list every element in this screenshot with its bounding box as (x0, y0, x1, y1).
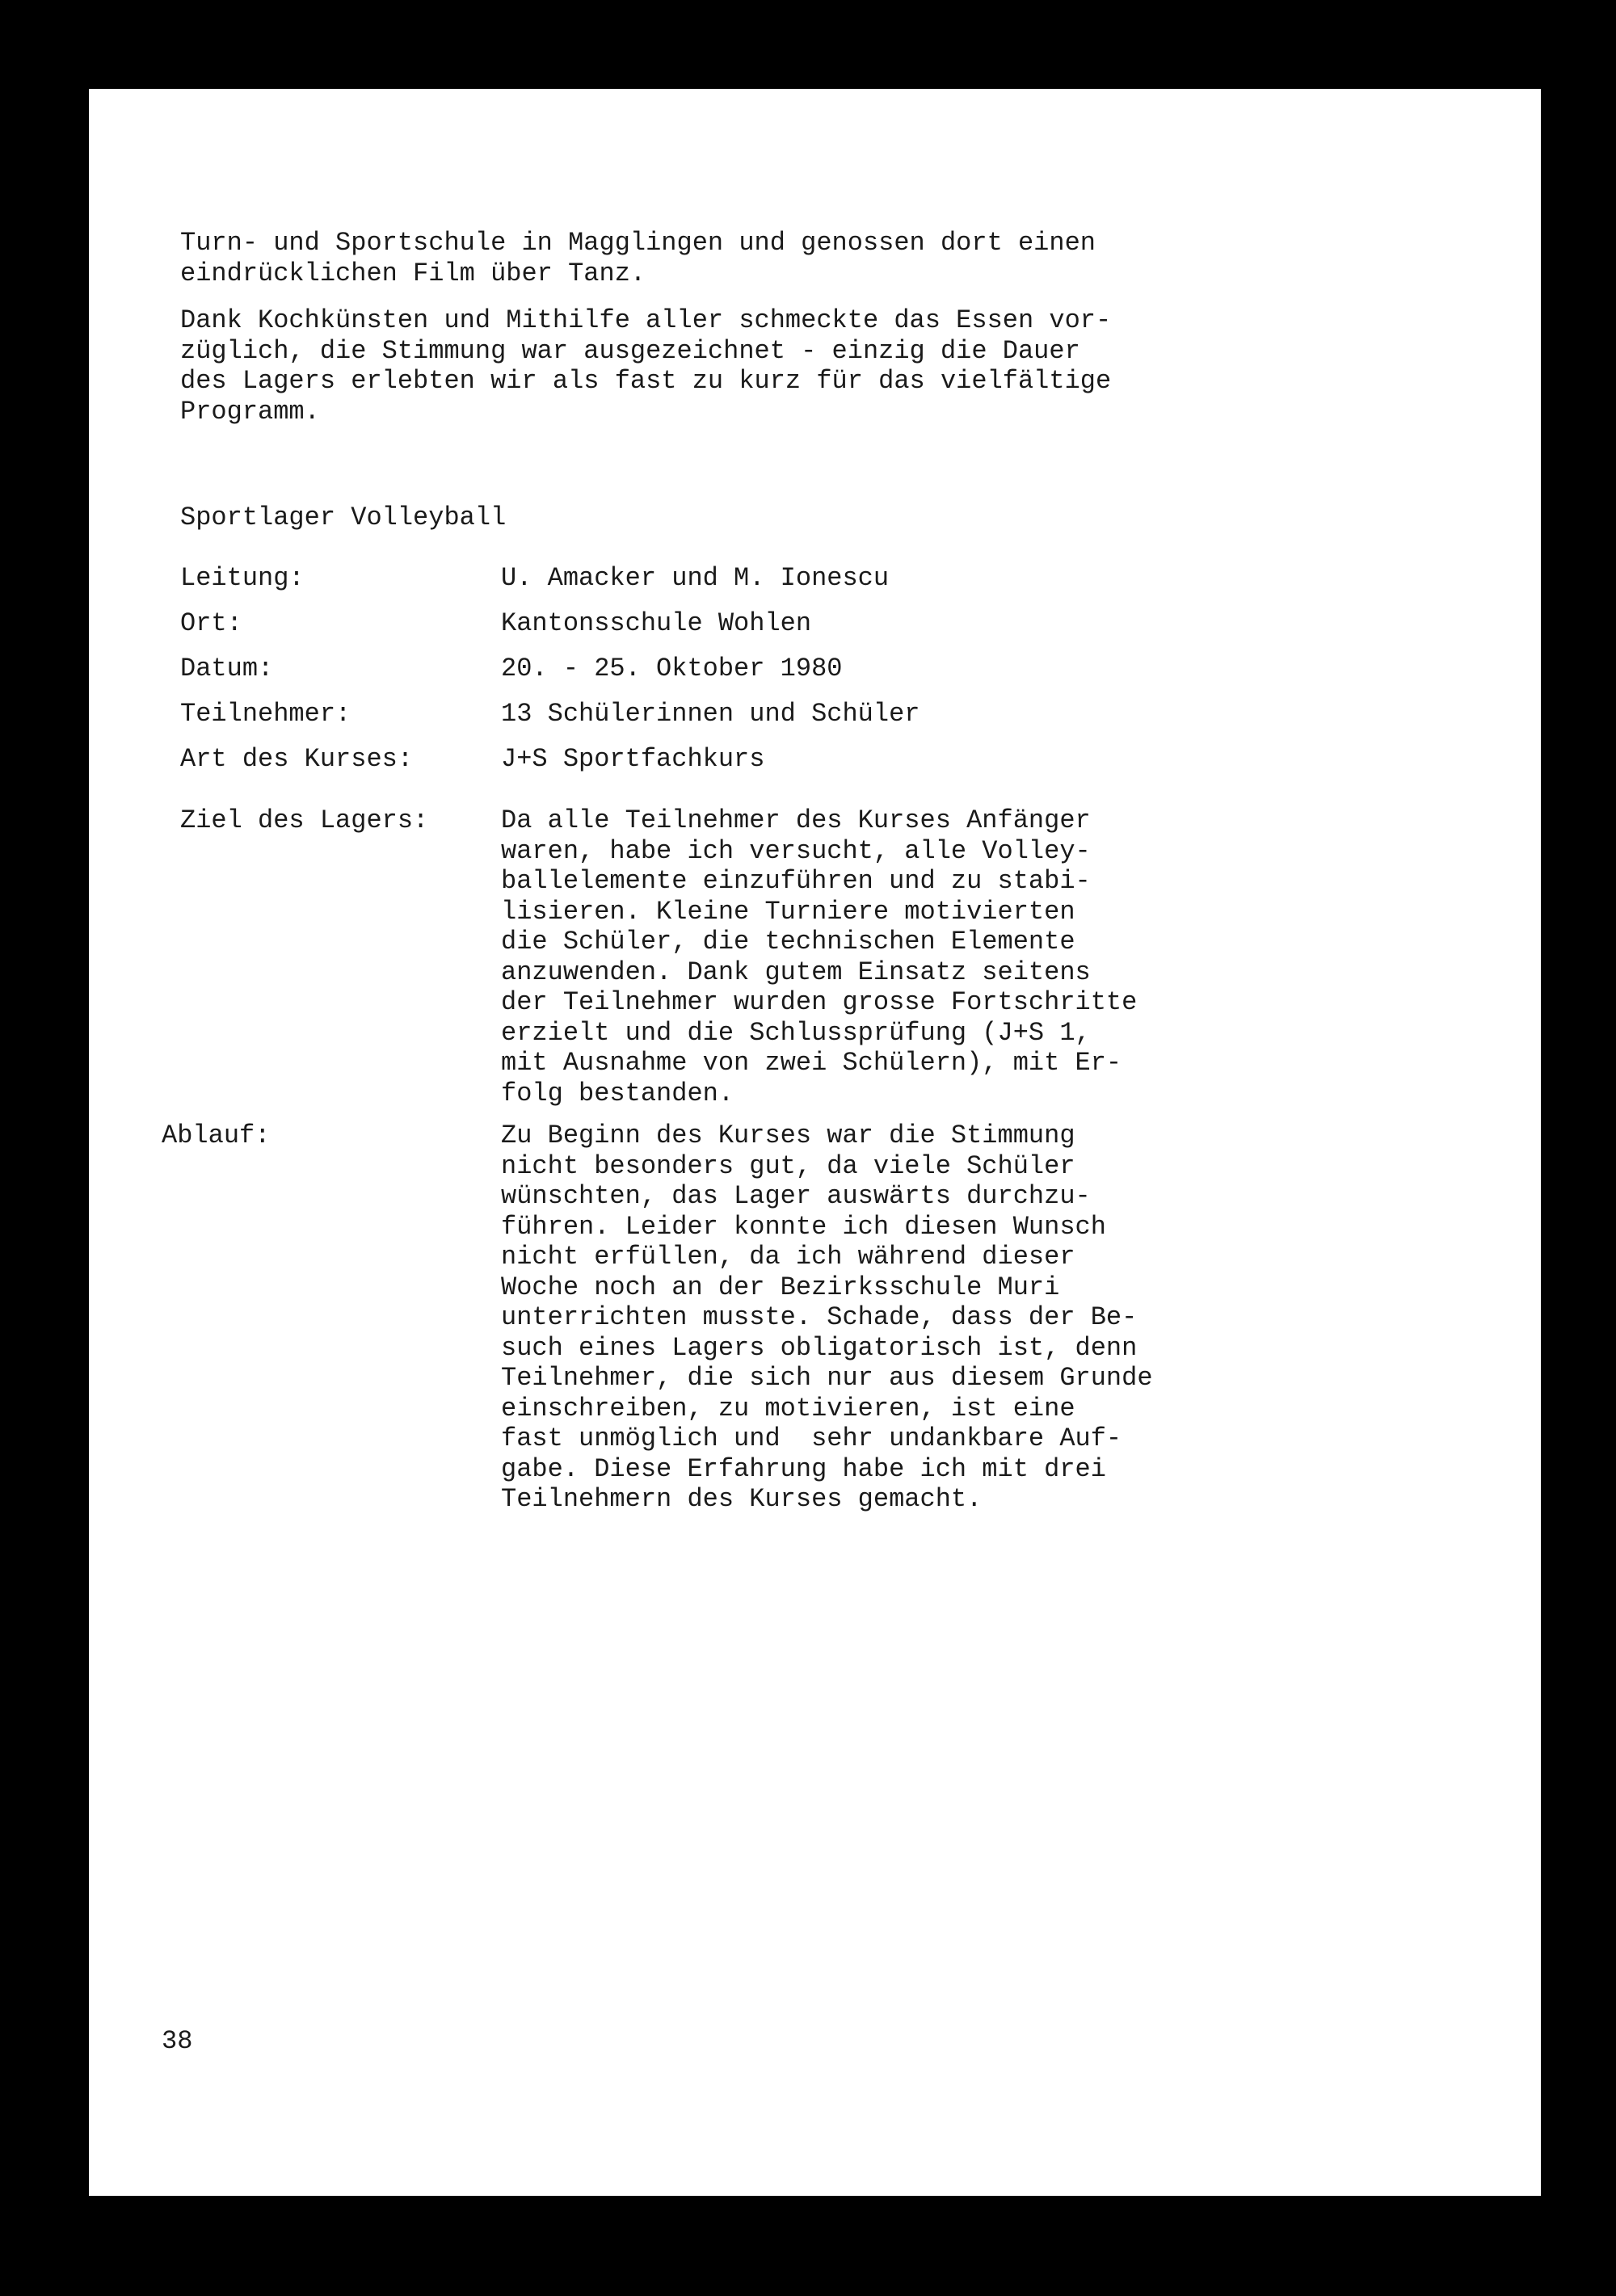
document-page (89, 89, 1541, 2196)
field-label-ablauf: Ablauf: (162, 1121, 271, 1150)
field-value-ort: Kantonsschule Wohlen (501, 608, 812, 638)
field-label-leitung: Leitung: (180, 563, 305, 593)
field-value-datum: 20. - 25. Oktober 1980 (501, 654, 843, 683)
field-value-ablauf: Zu Beginn des Kurses war die Stimmung nicht besonders gut, da viele Schüler wünschten, das Lager auswärts durchzu- führen. Leider konnte ich diesen Wunsch nicht erfüllen, da ich während dieser Woche noch an der Bezirksschule Muri unterrichten musste. Schade, dass der Be- such eines Lagers obligatorisch ist, denn Teilnehmer, die sich nur aus diesem Grunde einschreiben, zu motivieren, ist eine fast unmöglich und sehr undankbare Auf- gabe. Diese Erfahrung habe ich mit drei Teilnehmern des Kurses gemacht. (501, 1121, 1153, 1514)
field-label-ort: Ort: (180, 608, 242, 638)
field-label-datum: Datum: (180, 654, 274, 683)
field-value-ziel-des-lagers: Da alle Teilnehmer des Kurses Anfänger waren, habe ich versucht, alle Volley- ballelemente einzuführen und zu stabi- lisieren. Kleine Turniere motivierten die Schüler, die technischen Elemente anzuwenden. Dank gutem Einsatz seitens der Teilnehmer wurden grosse Fortschritte erzielt und die Schlussprüfung (J+S 1, mit Ausnahme von zwei Schülern), mit Er- folg bestanden. (501, 805, 1138, 1108)
intro-paragraph-2: Dank Kochkünsten und Mithilfe aller schmeckte das Essen vor- züglich, die Stimmung war ausgezeichnet - einzig die Dauer des Lagers erlebten wir als fast zu kurz für das vielfältige Programm. (180, 305, 1112, 427)
field-value-art-des-kurses: J+S Sportfachkurs (501, 744, 765, 774)
field-value-leitung: U. Amacker und M. Ionescu (501, 563, 890, 593)
page-number: 38 (162, 2026, 193, 2056)
field-value-teilnehmer: 13 Schülerinnen und Schüler (501, 699, 920, 729)
field-label-ziel-des-lagers: Ziel des Lagers: (180, 805, 429, 835)
section-title: Sportlager Volleyball (180, 503, 507, 532)
field-label-teilnehmer: Teilnehmer: (180, 699, 351, 729)
intro-paragraph-1: Turn- und Sportschule in Magglingen und genossen dort einen eindrücklichen Film über Tanz. (180, 228, 1096, 288)
field-label-art-des-kurses: Art des Kurses: (180, 744, 414, 774)
